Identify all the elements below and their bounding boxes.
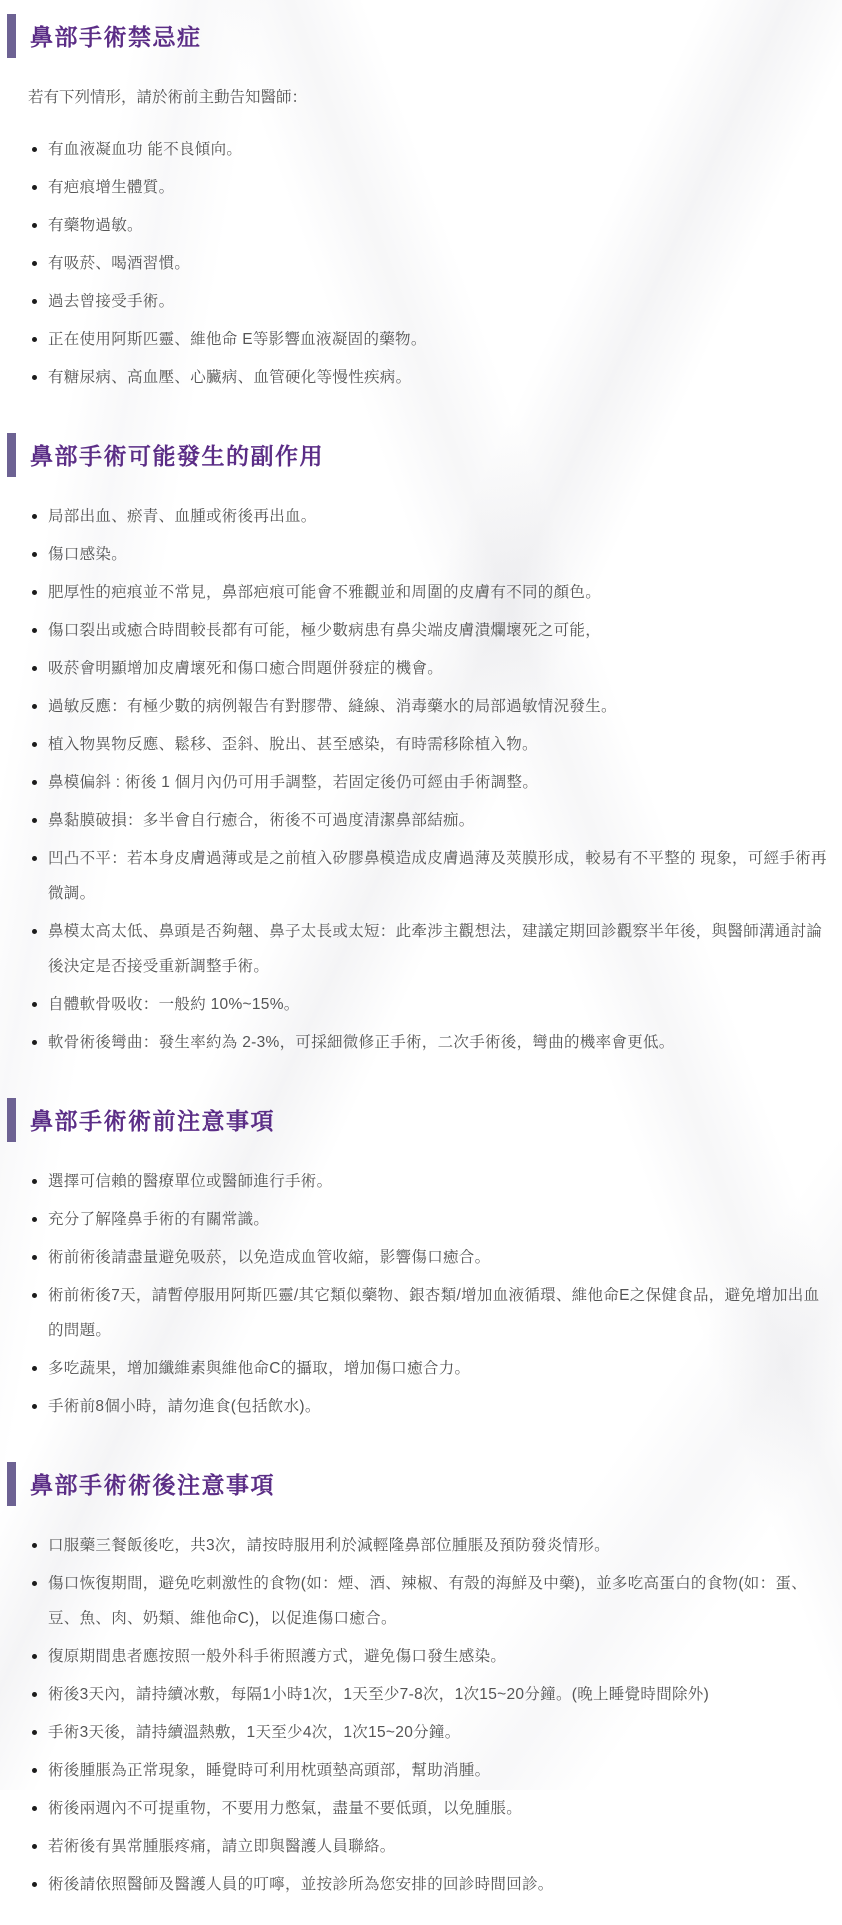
- bullet-item: 有吸菸、喝酒習慣。: [48, 246, 830, 281]
- accent-bar-icon: [7, 433, 16, 477]
- bullet-item: 傷口恢復期間，避免吃刺激性的食物(如：煙、酒、辣椒、有殼的海鮮及中藥)，並多吃高蛋白的食物(如：蛋、豆、魚、肉、奶類、維他命C)，以促進傷口癒合。: [48, 1566, 830, 1636]
- bullet-item: 術後兩週內不可提重物，不要用力憋氣，盡量不要低頭，以免腫脹。: [48, 1791, 830, 1826]
- bullet-item: 傷口裂出或癒合時間較長都有可能，極少數病患有鼻尖端皮膚潰爛壞死之可能，: [48, 613, 830, 648]
- section: [7, 1098, 830, 1424]
- bullet-item: 口服藥三餐飯後吃，共3次，請按時服用利於減輕隆鼻部位腫脹及預防發炎情形。: [48, 1528, 830, 1563]
- accent-bar-icon: [7, 14, 16, 58]
- bullet-item: 植入物異物反應、鬆移、歪斜、脫出、甚至感染，有時需移除植入物。: [48, 727, 830, 762]
- bullet-item: 手術3天後，請持續溫熱敷，1天至少4次，1次15~20分鐘。: [48, 1715, 830, 1750]
- section: [7, 1462, 830, 1902]
- section: [7, 14, 830, 395]
- bullet-item: 有藥物過敏。: [48, 208, 830, 243]
- bullet-item: 術前術後7天，請暫停服用阿斯匹靈/其它類似藥物、銀杏類/增加血液循環、維他命E之保健食品，避免增加出血的問題。: [48, 1278, 830, 1348]
- bullet-list: [7, 1528, 830, 1902]
- section: [7, 433, 830, 1060]
- accent-bar-icon: [7, 1462, 16, 1506]
- bullet-item: 過去曾接受手術。: [48, 284, 830, 319]
- section-title: 鼻部手術禁忌症: [30, 24, 202, 50]
- bullet-item: 有糖尿病、高血壓、心臟病、血管硬化等慢性疾病。: [48, 360, 830, 395]
- bullet-item: 若術後有異常腫脹疼痛，請立即與醫護人員聯絡。: [48, 1829, 830, 1864]
- bullet-item: 術前術後請盡量避免吸菸，以免造成血管收縮，影響傷口癒合。: [48, 1240, 830, 1275]
- bullet-list: [7, 132, 830, 395]
- section-intro: 若有下列情形，請於術前主動告知醫師：: [28, 89, 308, 106]
- bullet-item: 鼻黏膜破損：多半會自行癒合，術後不可過度清潔鼻部結痂。: [48, 803, 830, 838]
- bullet-item: 局部出血、瘀青、血腫或術後再出血。: [48, 499, 830, 534]
- bullet-list: [7, 499, 830, 1060]
- sections-container: [7, 14, 830, 1902]
- bullet-item: 凹凸不平：若本身皮膚過薄或是之前植入矽膠鼻模造成皮膚過薄及莢膜形成，較易有不平整的 現象，可經手術再微調。: [48, 841, 830, 911]
- bullet-item: 吸菸會明顯增加皮膚壞死和傷口癒合問題併發症的機會。: [48, 651, 830, 686]
- bullet-item: 充分了解隆鼻手術的有關常識。: [48, 1202, 830, 1237]
- bullet-item: 復原期間患者應按照一般外科手術照護方式，避免傷口發生感染。: [48, 1639, 830, 1674]
- bullet-item: 有血液凝血功 能不良傾向。: [48, 132, 830, 167]
- bullet-list: [7, 1164, 830, 1424]
- section-heading: [7, 433, 830, 477]
- section-heading: [7, 14, 830, 58]
- section-heading: [7, 1462, 830, 1506]
- bullet-item: 手術前8個小時，請勿進食(包括飲水)。: [48, 1389, 830, 1424]
- section-title: 鼻部手術術前注意事項: [30, 1108, 275, 1134]
- bullet-item: 自體軟骨吸收：一般約 10%~15%。: [48, 987, 830, 1022]
- section-heading: [7, 1098, 830, 1142]
- section-title: 鼻部手術術後注意事項: [30, 1472, 275, 1498]
- bullet-item: 有疤痕增生體質。: [48, 170, 830, 205]
- bullet-item: 正在使用阿斯匹靈、維他命 E等影響血液凝固的藥物。: [48, 322, 830, 357]
- bullet-item: 術後腫脹為正常現象，睡覺時可利用枕頭墊高頭部，幫助消腫。: [48, 1753, 830, 1788]
- accent-bar-icon: [7, 1098, 16, 1142]
- bullet-item: 肥厚性的疤痕並不常見，鼻部疤痕可能會不雅觀並和周圍的皮膚有不同的顏色。: [48, 575, 830, 610]
- bullet-item: 術後3天內，請持續冰敷，每隔1小時1次，1天至少7-8次，1次15~20分鐘。(晚上睡覺時間除外): [48, 1677, 830, 1712]
- bullet-item: 鼻模偏斜 : 術後 1 個月內仍可用手調整，若固定後仍可經由手術調整。: [48, 765, 830, 800]
- bullet-item: 術後請依照醫師及醫護人員的叮嚀，並按診所為您安排的回診時間回診。: [48, 1867, 830, 1902]
- bullet-item: 過敏反應：有極少數的病例報告有對膠帶、縫線、消毒藥水的局部過敏情況發生。: [48, 689, 830, 724]
- section-title: 鼻部手術可能發生的副作用: [30, 443, 324, 469]
- bullet-item: 軟骨術後彎曲：發生率約為 2-3%，可採細微修正手術，二次手術後，彎曲的機率會更低。: [48, 1025, 830, 1060]
- bullet-item: 多吃蔬果，增加纖維素與維他命C的攝取，增加傷口癒合力。: [48, 1351, 830, 1386]
- bullet-item: 選擇可信賴的醫療單位或醫師進行手術。: [48, 1164, 830, 1199]
- bullet-item: 傷口感染。: [48, 537, 830, 572]
- bullet-item: 鼻模太高太低、鼻頭是否夠翹、鼻子太長或太短：此牽涉主觀想法，建議定期回診觀察半年後，與醫師溝通討論後決定是否接受重新調整手術。: [48, 914, 830, 984]
